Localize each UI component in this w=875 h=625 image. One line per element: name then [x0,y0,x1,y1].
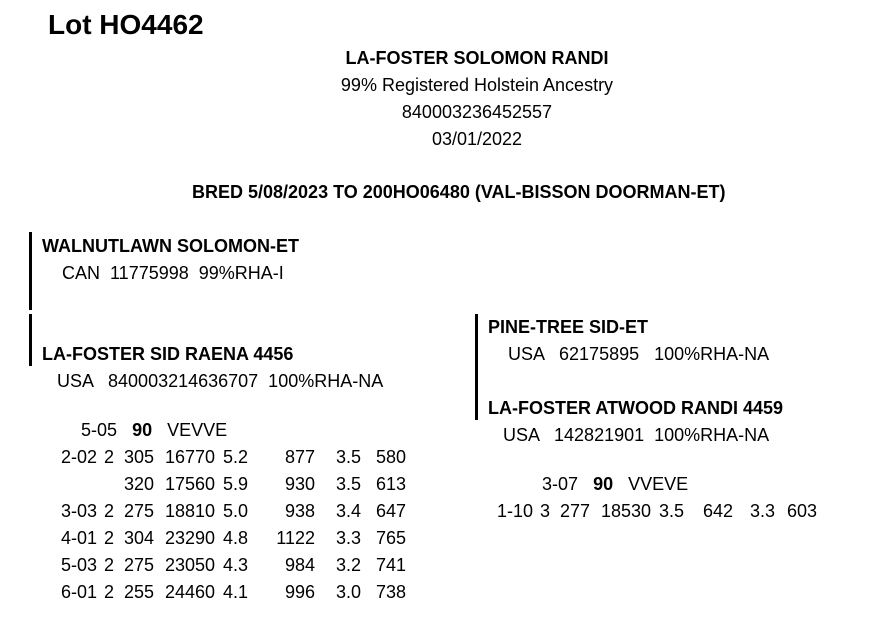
dam-class-code: VEVVE [167,420,228,440]
breeding-info: BRED 5/08/2023 TO 200HO06480 (VAL-BISSON DOORMAN-ET) [192,182,726,202]
animal-id: 840003236452557 [401,102,553,122]
mgs-registration: USA 62175895 100%RHA-NA [508,344,770,364]
dam-record-row: 2-02 2 305 16770 5.2 877 3.5 580 [61,447,407,467]
sire-name: WALNUTLAWN SOLOMON-ET [42,236,299,256]
mgd-class-age: 3-07 [542,474,579,494]
dam-record-row: 4-01 2 304 23290 4.8 1122 3.3 765 [61,528,407,548]
sire-registration: CAN 11775998 99%RHA-I [62,263,284,283]
mgd-bracket [475,366,478,420]
mgd-class-code: VVEVE [628,474,689,494]
dam-name: LA-FOSTER SID RAENA 4456 [42,344,294,364]
dam-bracket [29,314,32,366]
animal-dob: 03/01/2022 [431,129,523,149]
dam-record-row: 320 17560 5.9 930 3.5 613 [124,474,407,494]
dam-record-row: 5-03 2 275 23050 4.3 984 3.2 741 [61,555,407,575]
dam-registration: USA 840003214636707 100%RHA-NA [57,371,384,391]
mgd-score: 90 [593,474,614,494]
lot-number: Lot HO4462 [48,9,204,40]
mgs-bracket [475,314,478,366]
mgd-name: LA-FOSTER ATWOOD RANDI 4459 [488,398,784,418]
sire-bracket [29,232,32,310]
mgd-registration: USA 142821901 100%RHA-NA [503,425,770,445]
mgd-record-row: 1-10 3 277 18530 3.5 642 3.3 603 [497,501,818,521]
mgs-name: PINE-TREE SID-ET [488,317,649,337]
dam-record-row: 3-03 2 275 18810 5.0 938 3.4 647 [61,501,407,521]
animal-ancestry: 99% Registered Holstein Ancestry [340,75,614,95]
dam-record-row: 6-01 2 255 24460 4.1 996 3.0 738 [61,582,407,602]
dam-class-age: 5-05 [81,420,118,440]
animal-name: LA-FOSTER SOLOMON RANDI [345,48,609,68]
dam-score: 90 [132,420,153,440]
